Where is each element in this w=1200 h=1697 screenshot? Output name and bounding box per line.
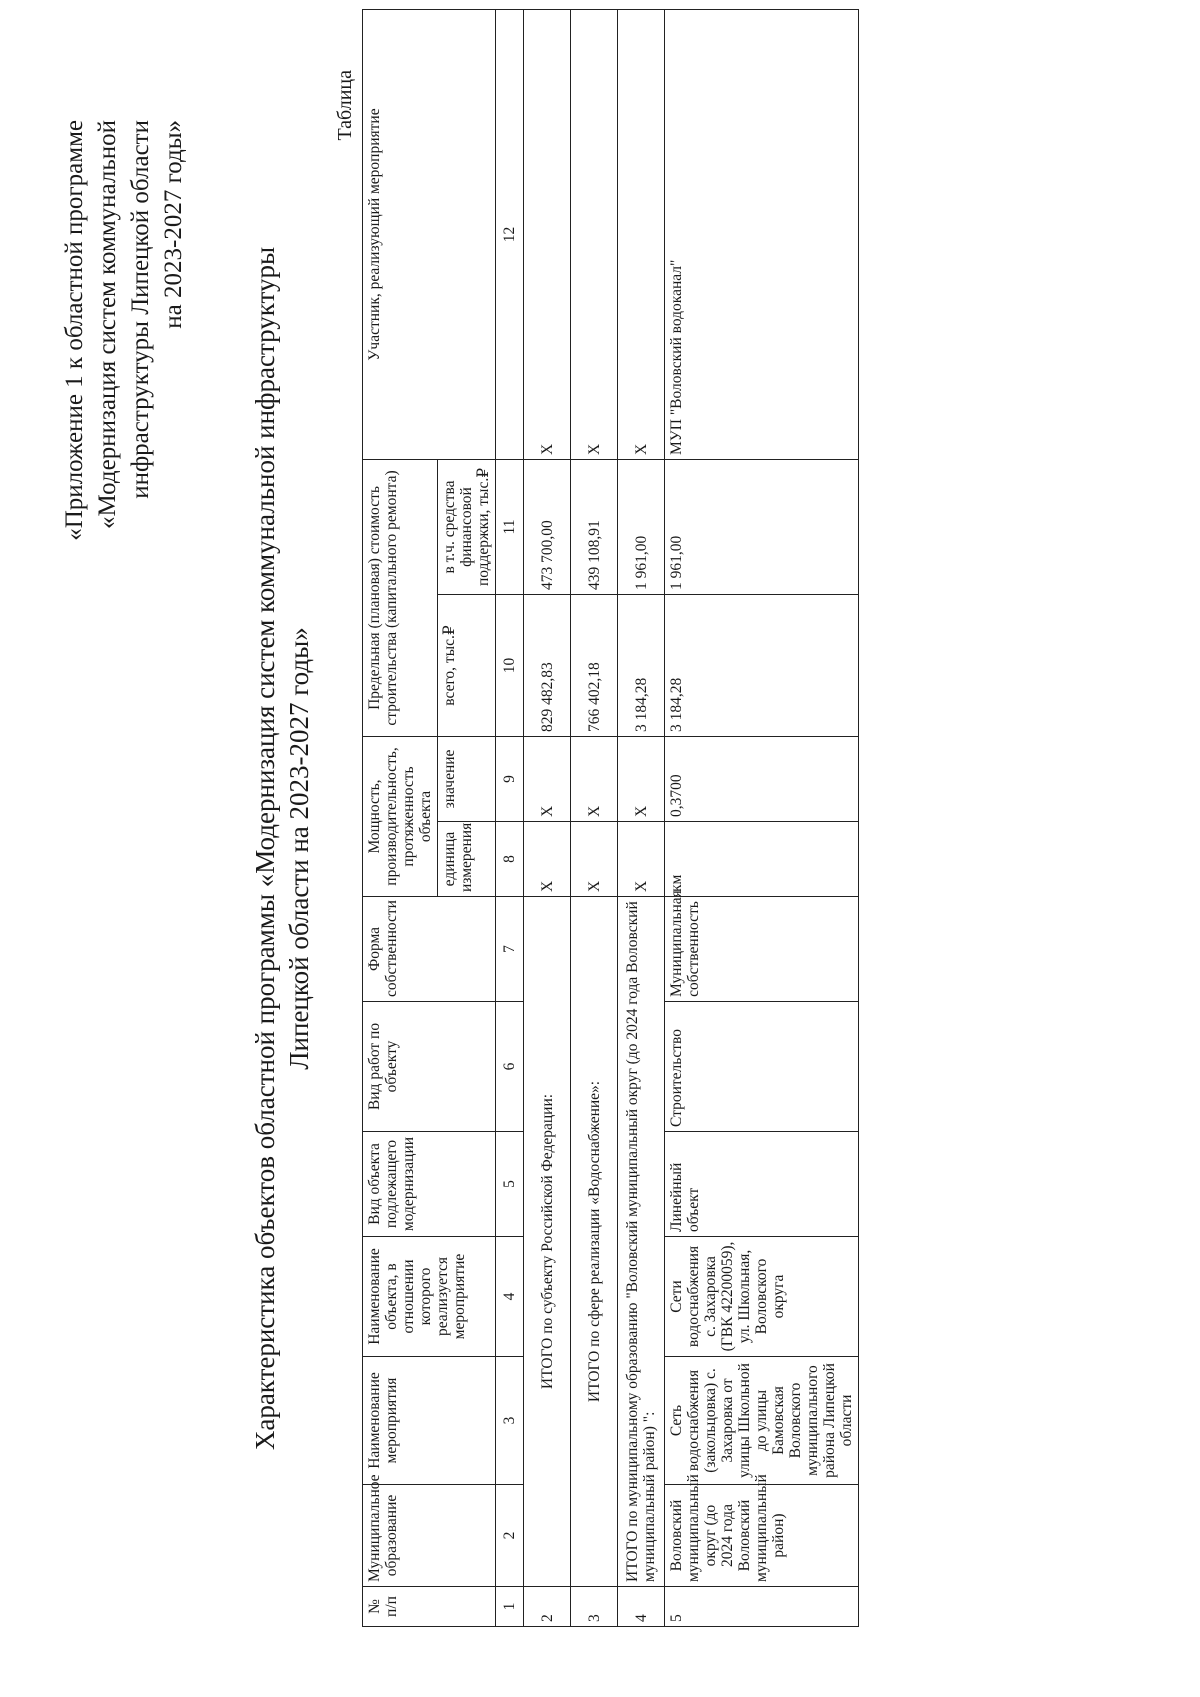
participant-cell: X: [618, 9, 665, 459]
header-object: Наименование объекта, в отношении которого реализуется мероприятие: [363, 1237, 496, 1357]
header-participant: Участник, реализующий мероприятие: [363, 9, 496, 459]
row-number: 3: [571, 1587, 618, 1627]
unit-cell: X: [571, 822, 618, 897]
column-number: 5: [496, 1132, 524, 1237]
municipality-cell: Воловский муниципальный округ (до 2024 года Воловский муниципальный район): [665, 1485, 859, 1587]
cost-support-cell: 439 108,91: [571, 459, 618, 594]
table-header-row: [363, 9, 438, 1626]
appendix-header-line4: на 2023-2027 годы»: [160, 120, 187, 329]
document-title: [248, 0, 316, 1697]
column-number: 8: [496, 822, 524, 897]
value-cell: X: [571, 736, 618, 821]
participant-cell: X: [524, 9, 571, 459]
table-row-total-region: [524, 9, 571, 1626]
column-number: 9: [496, 736, 524, 821]
object-type-cell: Линейный объект: [665, 1132, 859, 1237]
value-cell: 0,3700: [665, 736, 859, 821]
column-number: 11: [496, 459, 524, 594]
participant-cell: X: [571, 9, 618, 459]
document-title-line1: Характеристика объектов областной программы «Модернизация систем коммунальной инфраструктуры: [250, 246, 280, 1451]
cost-support-cell: 1 961,00: [618, 459, 665, 594]
row-label: ИТОГО по субъекту Российской Федерации:: [524, 897, 571, 1587]
row-label: ИТОГО по муниципальному образованию "Воловский муниципальный округ (до 2024 года Воловский муниципальный район) ":: [618, 897, 665, 1587]
table-row-object: [665, 9, 859, 1626]
header-number: № п/п: [363, 1587, 496, 1627]
appendix-header-line1: «Приложение 1 к областной программе: [61, 120, 88, 541]
event-cell: Сеть водоснабжения (закольцовка) с. Захаровка от улицы Школьной до улицы Бамовская Воловского муниципального района Липецкой области: [665, 1357, 859, 1485]
objects-table: [362, 9, 859, 1627]
header-unit: единица измерения: [438, 822, 496, 897]
participant-cell: МУП "Воловский водоканал": [665, 9, 859, 459]
header-event: Наименование мероприятия: [363, 1357, 496, 1485]
row-number: 4: [618, 1587, 665, 1627]
cost-total-cell: 3 184,28: [665, 594, 859, 736]
column-number: 4: [496, 1237, 524, 1357]
header-cost-total: всего, тыс.₽: [438, 594, 496, 736]
appendix-header-line2: «Модернизация систем коммунальной: [94, 120, 121, 529]
column-number: 1: [496, 1587, 524, 1627]
unit-cell: км: [665, 822, 859, 897]
cost-total-cell: 3 184,28: [618, 594, 665, 736]
header-cost: Предельная (плановая) стоимость строительства (капитального ремонта): [363, 459, 438, 736]
row-label: ИТОГО по сфере реализации «Водоснабжение»:: [571, 897, 618, 1587]
column-number: 7: [496, 897, 524, 1002]
appendix-header-line3: инфраструктуры Липецкой области: [127, 120, 154, 499]
work-type-cell: Строительство: [665, 1002, 859, 1132]
column-number: 10: [496, 594, 524, 736]
cost-support-cell: 1 961,00: [665, 459, 859, 594]
row-number: 2: [524, 1587, 571, 1627]
unit-cell: X: [524, 822, 571, 897]
column-number-row: [496, 9, 524, 1626]
appendix-header: [58, 120, 190, 541]
header-object-type: Вид объекта подлежащего модернизации: [363, 1132, 496, 1237]
table-row-total-water: [571, 9, 618, 1626]
column-number: 12: [496, 9, 524, 459]
header-ownership: Форма собственности: [363, 897, 496, 1002]
table-caption: Таблица: [334, 70, 356, 141]
header-municipality: Муниципальное образование: [363, 1485, 496, 1587]
header-work-type: Вид работ по объекту: [363, 1002, 496, 1132]
object-cell: Сети водоснабжения с. Захаровка (ГВК 42200059), ул. Школьная, Воловского округа: [665, 1237, 859, 1357]
header-value: значение: [438, 736, 496, 821]
column-number: 6: [496, 1002, 524, 1132]
unit-cell: X: [618, 822, 665, 897]
cost-total-cell: 766 402,18: [571, 594, 618, 736]
table-row-total-municipality: [618, 9, 665, 1626]
column-number: 2: [496, 1485, 524, 1587]
cost-total-cell: 829 482,83: [524, 594, 571, 736]
value-cell: X: [524, 736, 571, 821]
column-number: 3: [496, 1357, 524, 1485]
header-cost-support: в т.ч. средства финансовой поддержки, тыс.₽: [438, 459, 496, 594]
cost-support-cell: 473 700,00: [524, 459, 571, 594]
document-title-line2: Липецкой области на 2023-2027 годы»: [284, 627, 314, 1070]
header-capacity: Мощность, производительность, протяженность объекта: [363, 736, 438, 896]
value-cell: X: [618, 736, 665, 821]
ownership-cell: Муниципальная собственность: [665, 897, 859, 1002]
row-number: 5: [665, 1587, 859, 1627]
